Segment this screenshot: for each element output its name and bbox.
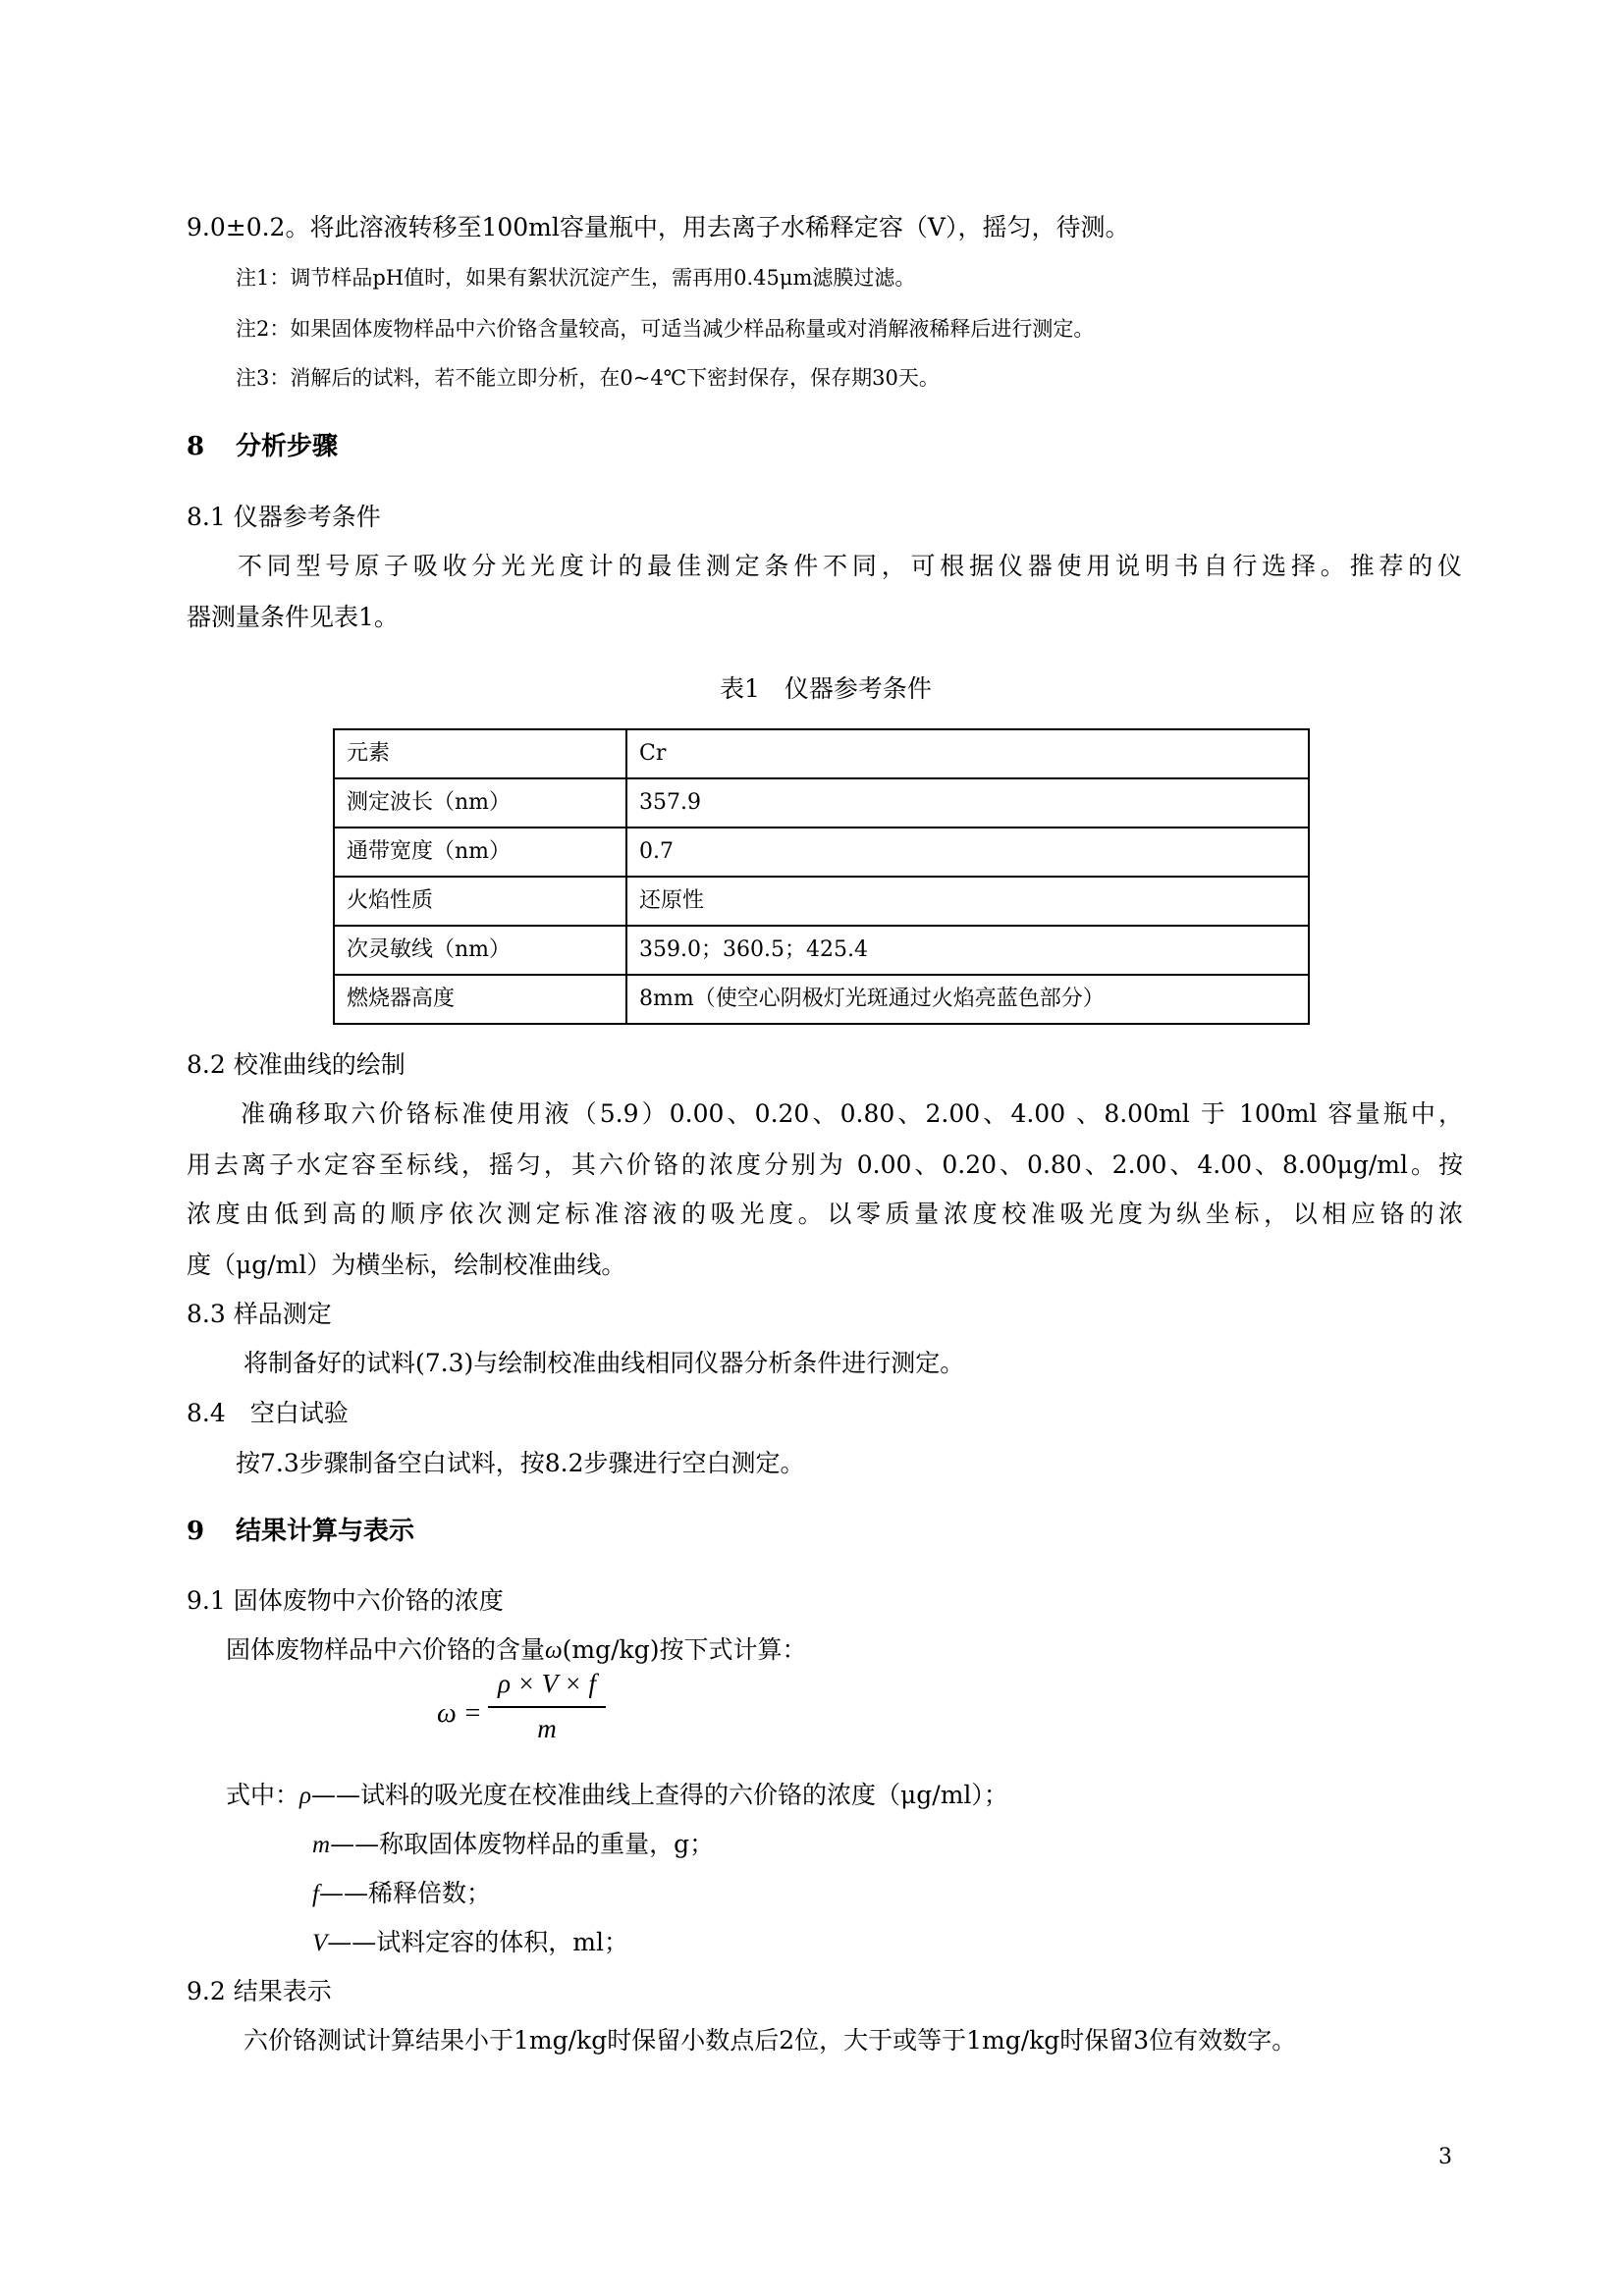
table-row bbox=[334, 877, 1309, 926]
definition-symbol: ρ bbox=[299, 1783, 312, 1809]
definition-text: ——试料的吸光度在校准曲线上查得的六价铬的浓度（μg/ml）； bbox=[311, 1781, 1008, 1809]
section-8-2-line-4: 度（μg/ml）为横坐标，绘制校准曲线。 bbox=[187, 1251, 626, 1279]
section-8-2-line-3: 浓度由低到高的顺序依次测定标准溶液的吸光度。以零质量浓度校准吸光度为纵坐标，以相应铬的浓 bbox=[187, 1200, 1463, 1228]
definition-rho bbox=[226, 1779, 1008, 1813]
table-caption: 表1 仪器参考条件 bbox=[720, 674, 932, 703]
table-row bbox=[334, 975, 1309, 1024]
definition-text: ——稀释倍数； bbox=[318, 1879, 491, 1907]
page-number: 3 bbox=[1438, 2145, 1452, 2169]
omega-symbol: ω bbox=[545, 1637, 563, 1664]
section-9-1-para bbox=[226, 1633, 806, 1668]
section-8-2-line-1: 准确移取六价铬标准使用液（5.9）0.00、0.20、0.80、2.00、4.00 、8.00ml 于 100ml 容量瓶中， bbox=[241, 1099, 1463, 1128]
note-1: 注1：调节样品pH值时，如果有絮状沉淀产生，需再用0.45μm滤膜过滤。 bbox=[236, 266, 916, 290]
section-8-title: 分析步骤 bbox=[236, 432, 339, 461]
definition-f bbox=[312, 1877, 491, 1911]
table-key: 通带宽度（nm） bbox=[334, 828, 626, 877]
table-row bbox=[334, 828, 1309, 877]
fraction-bar bbox=[488, 1706, 606, 1708]
definition-v bbox=[312, 1926, 628, 1960]
instrument-parameters-table bbox=[333, 728, 1310, 1025]
section-8-1-para-line-1: 不同型号原子吸收分光光度计的最佳测定条件不同，可根据仪器使用说明书自行选择。推荐的仪 bbox=[238, 552, 1462, 580]
table-row bbox=[334, 778, 1309, 828]
table-key: 燃烧器高度 bbox=[334, 975, 626, 1024]
section-9-1-para-a: 固体废物样品中六价铬的含量 bbox=[226, 1635, 546, 1664]
content-formula bbox=[437, 1669, 633, 1757]
section-8-heading bbox=[187, 430, 338, 463]
section-8-3-para: 将制备好的试料(7.3)与绘制校准曲线相同仪器分析条件进行测定。 bbox=[243, 1349, 965, 1377]
note-3: 注3：消解后的试料，若不能立即分析，在0~4℃下密封保存，保存期30天。 bbox=[236, 366, 940, 390]
definition-symbol: m bbox=[312, 1832, 331, 1858]
section-8-2-title: 8.2 校准曲线的绘制 bbox=[187, 1050, 406, 1079]
intro-line: 9.0±0.2。将此溶液转移至100ml容量瓶中，用去离子水稀释定容（V），摇匀，待测。 bbox=[187, 213, 1130, 241]
section-8-4-para: 按7.3步骤制备空白试料，按8.2步骤进行空白测定。 bbox=[236, 1449, 805, 1477]
where-label: 式中： bbox=[226, 1781, 300, 1809]
formula-numerator: ρ × V × f bbox=[498, 1669, 596, 1698]
formula-denominator: m bbox=[537, 1714, 557, 1743]
definition-symbol: V bbox=[312, 1930, 328, 1956]
definition-m bbox=[312, 1828, 714, 1862]
table-value: 357.9 bbox=[626, 778, 1309, 828]
table-key: 元素 bbox=[334, 729, 626, 778]
section-9-2-para: 六价铬测试计算结果小于1mg/kg时保留小数点后2位，大于或等于1mg/kg时保留3位有效数字。 bbox=[243, 2026, 1297, 2055]
table-value: 0.7 bbox=[626, 828, 1309, 877]
section-9-1-title: 9.1 固体废物中六价铬的浓度 bbox=[187, 1586, 504, 1615]
table-value: 还原性 bbox=[626, 877, 1309, 926]
table-row bbox=[334, 729, 1309, 778]
section-9-heading bbox=[187, 1515, 414, 1548]
table-key: 测定波长（nm） bbox=[334, 778, 626, 828]
section-8-3-title: 8.3 样品测定 bbox=[187, 1300, 332, 1328]
section-9-title: 结果计算与表示 bbox=[236, 1517, 415, 1546]
section-9-1-para-b: (mg/kg)按下式计算： bbox=[562, 1635, 807, 1664]
definition-text: ——称取固体废物样品的重量，g； bbox=[330, 1830, 715, 1858]
section-9-number: 9 bbox=[187, 1517, 205, 1546]
section-8-4-title: 8.4 空白试验 bbox=[187, 1399, 349, 1427]
section-8-2-line-2: 用去离子水定容至标线，摇匀，其六价铬的浓度分别为 0.00、0.20、0.80、2.00、4.00、8.00μg/ml。按 bbox=[187, 1150, 1463, 1179]
section-8-1-para-line-2: 器测量条件见表1。 bbox=[187, 603, 399, 631]
table-key: 次灵敏线（nm） bbox=[334, 926, 626, 975]
section-8-number: 8 bbox=[187, 432, 205, 461]
table-value: Cr bbox=[626, 729, 1309, 778]
section-9-2-title: 9.2 结果表示 bbox=[187, 1977, 332, 2005]
definition-text: ——试料定容的体积，ml； bbox=[327, 1928, 628, 1956]
table-key: 火焰性质 bbox=[334, 877, 626, 926]
definition-symbol: f bbox=[312, 1881, 319, 1907]
table-value: 8mm（使空心阴极灯光斑通过火焰亮蓝色部分） bbox=[626, 975, 1309, 1024]
note-2: 注2：如果固体废物样品中六价铬含量较高，可适当减少样品称量或对消解液稀释后进行测定。 bbox=[236, 317, 1095, 341]
formula-lhs: ω = bbox=[437, 1698, 482, 1729]
table-value: 359.0；360.5；425.4 bbox=[626, 926, 1309, 975]
table-row bbox=[334, 926, 1309, 975]
section-8-1-title: 8.1 仪器参考条件 bbox=[187, 503, 381, 531]
